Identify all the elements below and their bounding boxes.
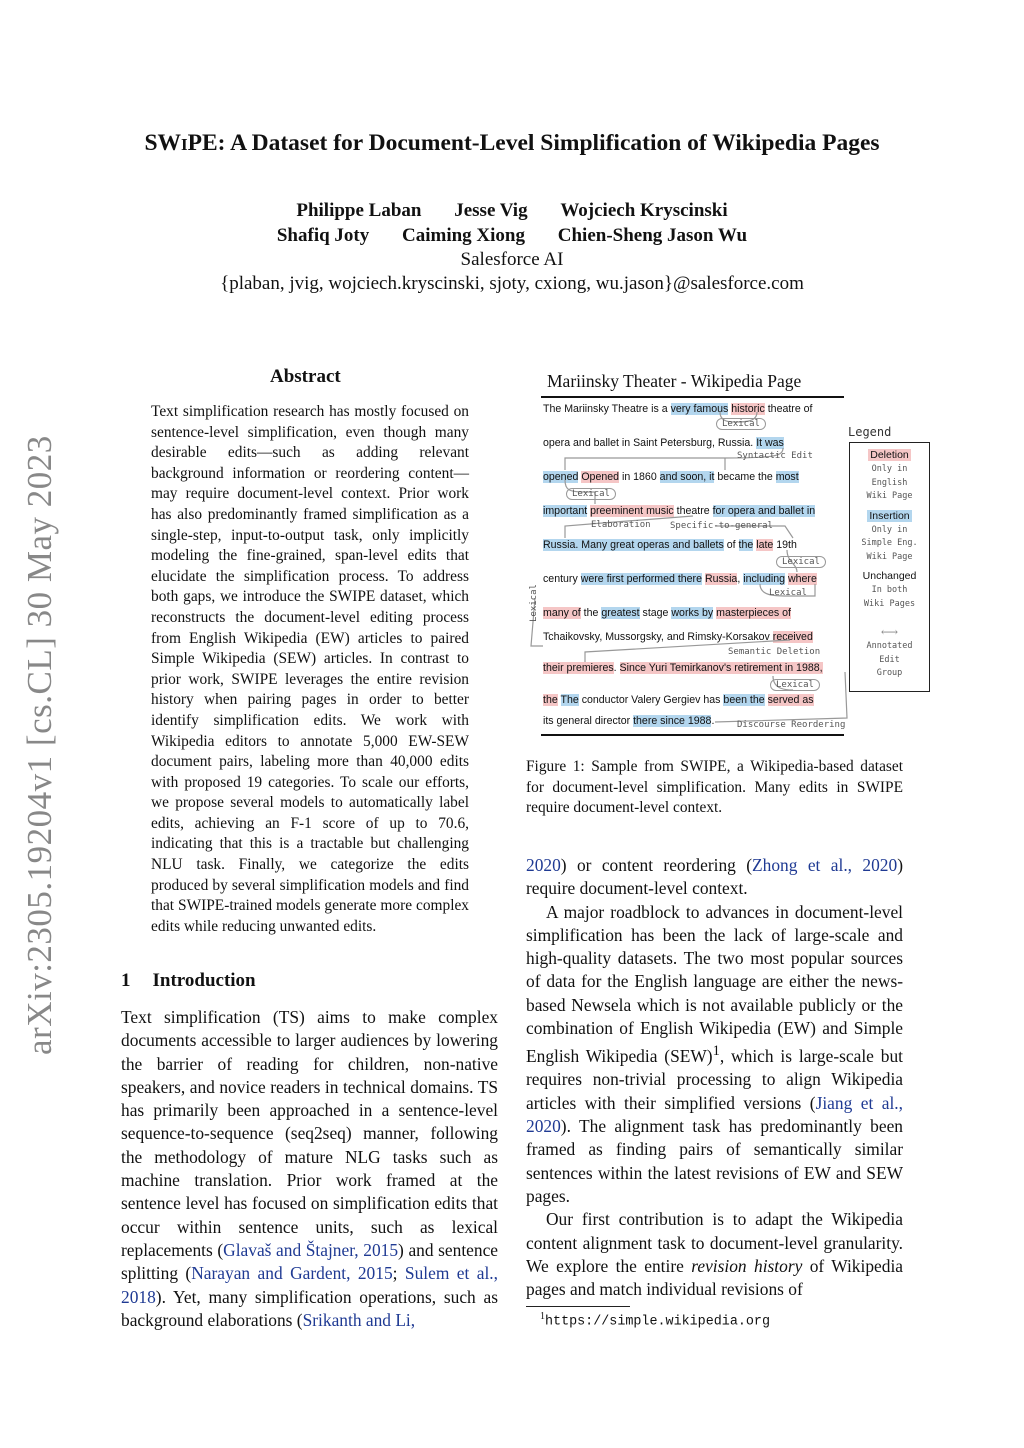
intro-right-column	[526, 854, 903, 1301]
edit-tag-specific: Specific-to-general	[670, 521, 773, 531]
deletion-span: where	[788, 573, 817, 585]
edit-tag-syntactic: Syntactic Edit	[737, 451, 813, 461]
insertion-span: most	[775, 471, 799, 483]
insertion-span: opened	[543, 471, 579, 483]
deletion-span: preeminent music	[590, 505, 674, 517]
figure-bottom-rule	[541, 734, 844, 736]
edit-tag-lexical-vertical: Lexical	[529, 584, 539, 622]
legend-box: Deletion Only in English Wiki Page Insertion Only in Simple Eng. Wiki Page Unchanged In both Wiki Pages ⟷ Annotated Edit Group	[849, 442, 930, 692]
author: Chien-Sheng Jason Wu	[557, 225, 748, 246]
unchanged-span: century	[543, 573, 581, 585]
arxiv-identifier: arXiv:2305.19204v1 [cs.CL] 30 May 2023	[20, 435, 59, 1055]
edit-tag-elaboration: Elaboration	[591, 520, 651, 530]
authors-row-1	[0, 200, 1024, 222]
edit-tag-lexical: Lexical	[769, 588, 807, 598]
insertion-span: Russia. Many great operas and ballets	[543, 539, 724, 551]
paragraph: A major roadblock to advances in document-level simplification has been the lack of large-scale and high-quality datasets. The two most popular sources of data for the English language are either the news-based Newsela which is not available publicly or the combination of English Wikipedia (EW) and Simple English Wikipedia (SEW)$^1$, which is large-scale but requires non-trivial processing to align Wikipedia articles with their simplified versions (Jiang et al., 2020). The alignment task has predominantly been framed as finding pairs of semantically similar sentences within the latest revisions of EW and SEW pages.	[526, 901, 904, 1206]
insertion-span: The	[560, 694, 579, 706]
footnote-rule	[526, 1306, 630, 1307]
edit-tag-lexical: Lexical	[770, 679, 820, 691]
deletion-span: the	[543, 694, 558, 706]
figure-caption: Figure 1: Sample from SWIPE, a Wikipedia-based dataset for document-level simplification. Many edits in SWIPE require document-level context.	[526, 758, 903, 817]
insertion-span: there since 1988	[633, 715, 712, 727]
unchanged-span: 19th	[773, 539, 797, 551]
legend-unchanged-label: Unchanged	[862, 570, 917, 582]
authors-row-2	[0, 225, 1024, 247]
deletion-span: their premieres	[543, 662, 614, 674]
citation-link[interactable]: Srikanth and Li,	[302, 1309, 416, 1330]
edit-tag-lexical: Lexical	[716, 418, 766, 430]
insertion-span: been the	[723, 694, 765, 706]
edit-tag-discourse: Discourse Reordering	[737, 720, 846, 730]
deletion-span: Since Yuri Temirkanov's retirement in 1988,	[619, 662, 823, 674]
deletion-span: Russia	[704, 573, 738, 585]
unchanged-span: stage	[639, 607, 672, 619]
intro-left-column: Text simplification (TS) aims to make complex documents accessible to larger audiences by lowering the barrier of reading for children, non-native speakers, and novice readers in technical domains. TS has primarily been approached in a sentence-level sequence-to-sequence (seq2seq) manner, following the methodology of mature NLG tasks such as machine translation. Prior work framed at the sentence level has focused on simplification edits that occur within sentence units, such as lexical replacements (Glavaš and Štajner, 2015) and sentence splitting (Narayan and Gardent, 2015; Sulem et al., 2018). Yet, many simplification operations, such as background elaborations (Srikanth and Li,	[121, 1007, 499, 1330]
figure-title: Mariinsky Theater - Wikipedia Page	[547, 371, 802, 391]
insertion-span: important	[543, 505, 588, 517]
insertion-span: were first performed there	[580, 573, 702, 585]
edit-tag-lexical: Lexical	[776, 556, 826, 568]
paragraph: 2020) or content reordering (Zhong et al., 2020) require document-level context.	[526, 855, 903, 899]
unchanged-span: theatre of	[764, 403, 813, 415]
insertion-span: It was	[756, 437, 784, 449]
unchanged-span: theatre	[673, 505, 713, 517]
paragraph: Our first contribution is to adapt the Wikipedia content alignment task to document-level granularity. We explore the entire revision history of Wikipedia pages and match individual revisions of	[526, 1209, 903, 1300]
insertion-span: works by	[671, 607, 714, 619]
deletion-span: historic	[731, 403, 765, 415]
deletion-span: Opened	[581, 471, 620, 483]
insertion-span: greatest	[601, 607, 640, 619]
abstract-heading: Abstract	[270, 366, 341, 387]
deletion-span: served as	[767, 694, 814, 706]
footnote: $^1$https://simple.wikipedia.org	[540, 1311, 770, 1330]
unchanged-span: became the	[714, 471, 776, 483]
author: Shafiq Joty	[276, 225, 370, 246]
section-heading: 1 Introduction	[121, 970, 256, 991]
author: Caiming Xiong	[402, 225, 525, 246]
abstract-text: Text simplification research has mostly focused on sentence-level simplification, even though many desirable edits—such as adding relevant background information or reordering content—may require document-level context. Prior work has also predominantly framed simplification as a single-step, input-to-output task, only implicitly modeling the fine-grained, span-level edits that elucidate the simplification process. To address both gaps, we introduce the SWIPE dataset, which reconstructs the document-level editing process from English Wikipedia (EW) articles to paired Simple Wikipedia (SEW) articles. In contrast to prior work, SWIPE leverages the entire revision history when pairing pages in order to better identify simplification edits. We work with Wikipedia editors to annotate 5,000 EW-SEW document pairs, labeling more than 40,000 edits with proposed 19 categories. To scale our efforts, we propose several models to automatically label edits, achieving an F-1 score of up to 70.6, indicating that this is a tractable but challenging NLU task. Finally, we categorize the edits produced by several simplification models and find that SWIPE-trained models generate more complex edits while reducing unwanted edits.	[151, 403, 469, 935]
legend-deletion-swatch: Deletion	[870, 449, 909, 461]
footnote-marker[interactable]: 1	[712, 1043, 720, 1060]
citation-link[interactable]: Zhong et al., 2020	[752, 855, 898, 875]
deletion-span: masterpieces of	[716, 607, 791, 619]
double-arrow-icon: ⟷	[880, 625, 899, 639]
author: Wojciech Kryscinski	[560, 200, 728, 221]
unchanged-span: Tchaikovsky, Mussorgsky, and Rimsky-Korsakov	[543, 631, 773, 643]
unchanged-span: The Mariinsky Theatre is a	[543, 403, 671, 415]
citation-link[interactable]: 2020	[526, 855, 561, 875]
insertion-span: and soon, it	[659, 471, 715, 483]
deletion-span: many of	[543, 607, 581, 619]
affiliation: Salesforce AI	[460, 249, 564, 270]
author: Jesse Vig	[454, 200, 528, 221]
unchanged-span: opera and ballet in Saint Petersburg, Russia.	[543, 437, 757, 449]
citation-link[interactable]: Glavaš and Štajner, 2015	[223, 1239, 399, 1260]
unchanged-span: of	[723, 539, 739, 551]
citation-link[interactable]: Narayan and Gardent, 2015	[191, 1263, 393, 1284]
citation-link[interactable]: Jiang et al., 2020	[526, 1092, 904, 1137]
unchanged-span: the	[580, 607, 602, 619]
insertion-span: very famous	[670, 403, 729, 415]
deletion-span: received	[772, 631, 813, 643]
edit-tag-lexical: Lexical	[566, 488, 616, 500]
unchanged-span: .	[613, 662, 620, 674]
deletion-span: late	[756, 539, 774, 551]
author: Philippe Laban	[296, 200, 422, 221]
legend-heading: Legend	[848, 425, 892, 439]
paper-title: SWIPE: A Dataset for Document-Level Simplification of Wikipedia Pages	[144, 130, 880, 156]
edit-tag-semantic: Semantic Deletion	[728, 647, 821, 657]
unchanged-span: in 1860	[619, 471, 660, 483]
citation-link[interactable]: Sulem et al., 2018	[121, 1263, 499, 1307]
insertion-span: for opera and ballet in	[712, 505, 816, 517]
legend-insertion-swatch: Insertion	[869, 509, 910, 522]
unchanged-span: conductor Valery Gergiev has	[578, 694, 724, 706]
unchanged-span: its	[543, 715, 554, 727]
insertion-span: the	[738, 539, 754, 551]
author-emails: {plaban, jvig, wojciech.kryscinski, sjoty, cxiong, wu.jason}@salesforce.com	[220, 273, 804, 294]
unchanged-span: ,	[737, 573, 744, 585]
unchanged-span: general director	[553, 715, 634, 727]
unchanged-span: .	[711, 715, 715, 727]
footnote-url-link[interactable]: https://simple.wikipedia.org	[545, 1314, 770, 1330]
insertion-span: including	[743, 573, 786, 585]
